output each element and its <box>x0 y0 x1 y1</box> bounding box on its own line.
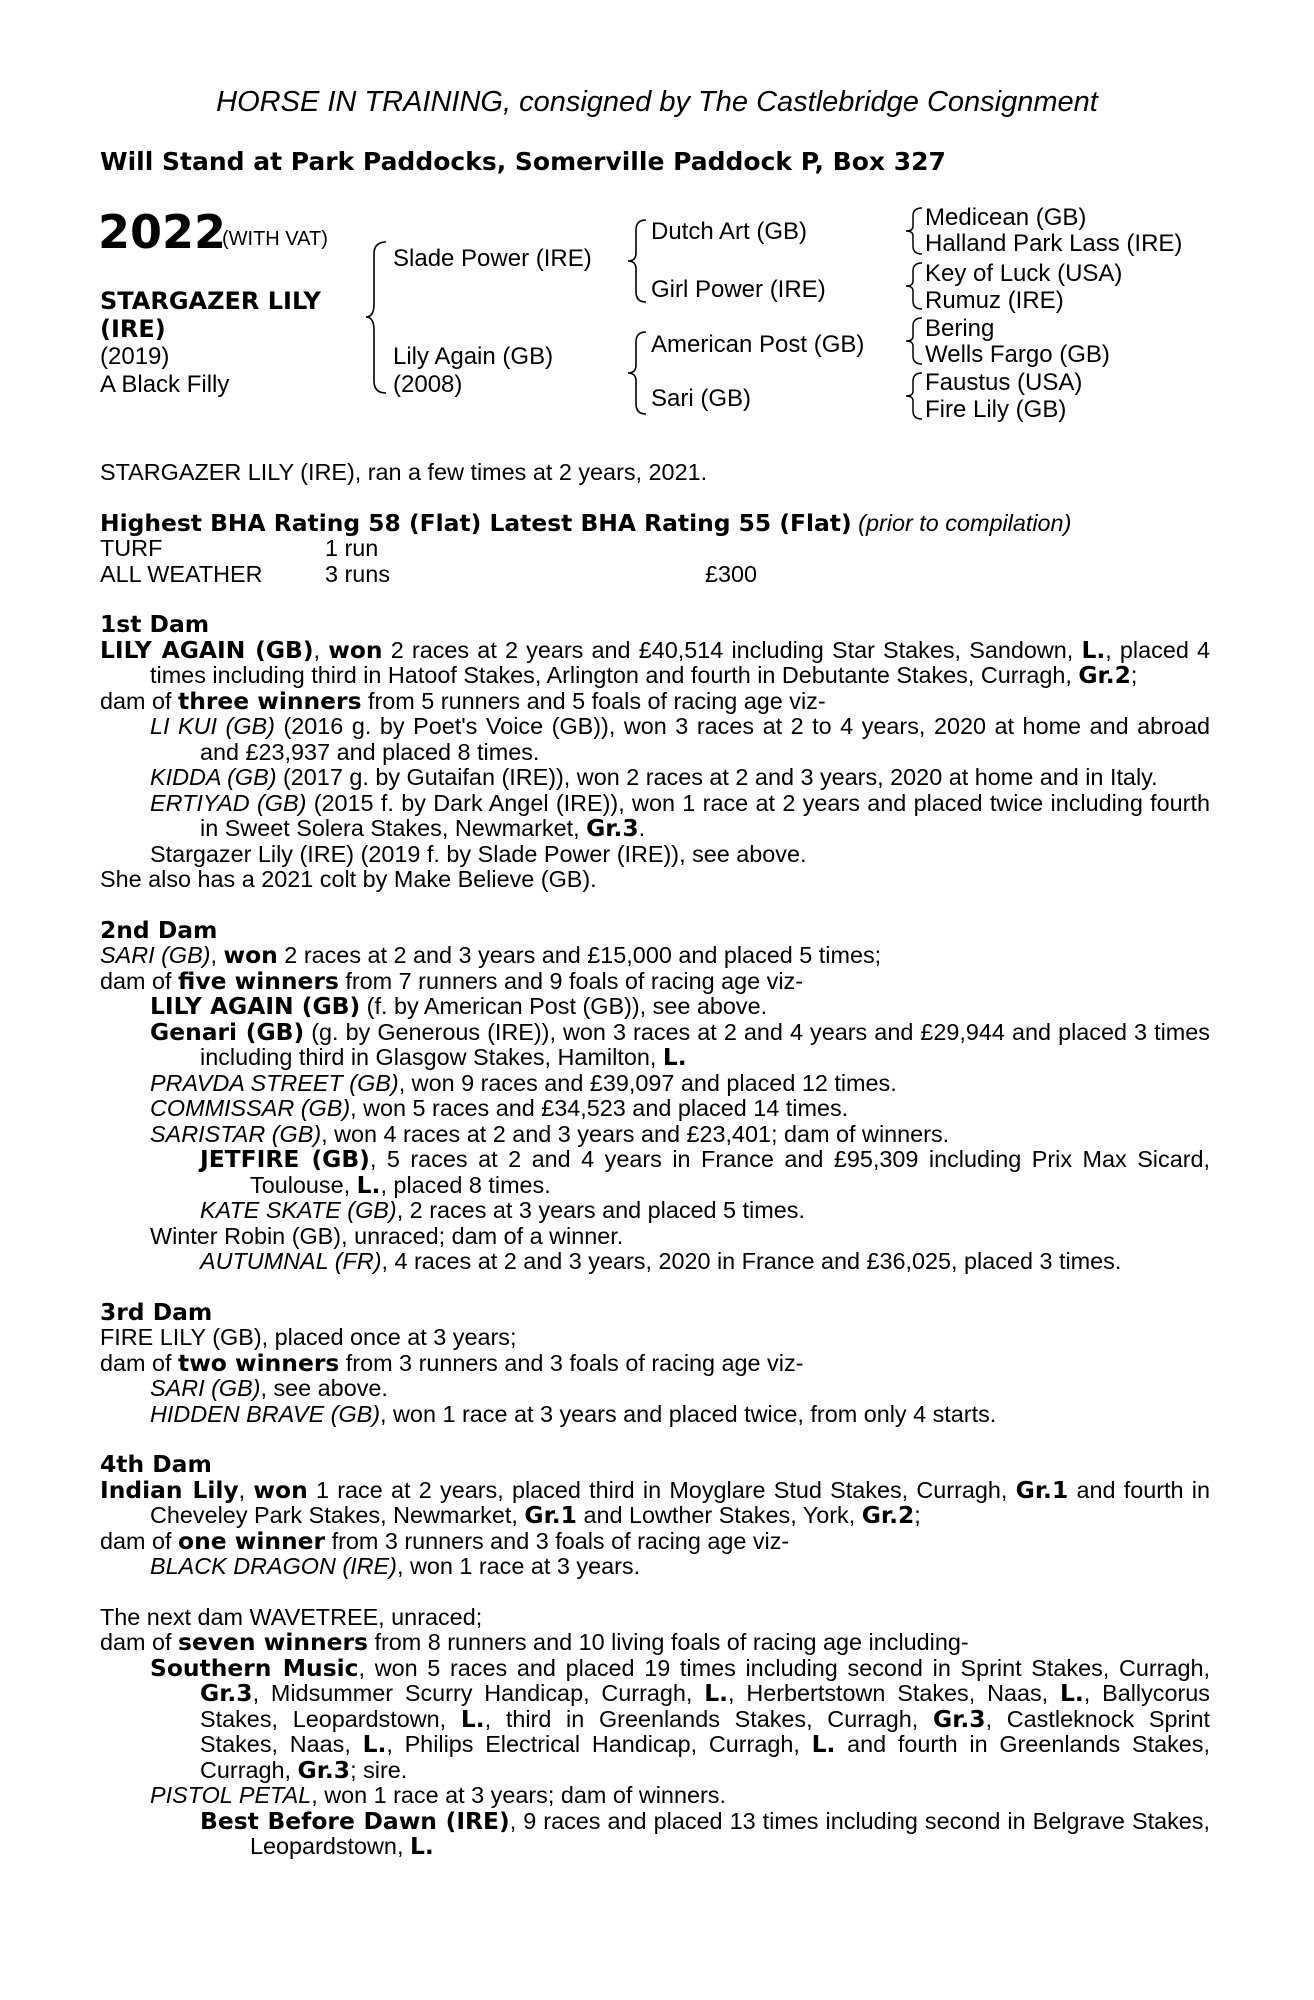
offspring-name: PISTOL PETAL <box>150 1782 312 1808</box>
offspring-name: JETFIRE (GB) <box>200 1145 370 1173</box>
text: and fourth in Cheveley Park Stakes, Newmarket, <box>150 1476 1211 1528</box>
text: from 7 runners and 9 foals of racing age viz- <box>338 967 804 994</box>
pedigree-brace <box>904 316 926 366</box>
grandparent-1: Medicean (GB) <box>925 204 1087 231</box>
produce-summary <box>100 1348 1210 1377</box>
record-runs: 1 run <box>325 535 379 561</box>
won-label: won <box>253 1475 308 1504</box>
text: , placed 4 times including third in Hatoof Stakes, Arlington and fourth in Debutante Stakes, Curragh, <box>150 636 1211 688</box>
pedigree-brace <box>904 206 926 256</box>
grandparent-3: Key of Luck (USA) <box>925 260 1123 287</box>
horse-name-country: (IRE) <box>100 315 166 343</box>
bha-rating <box>100 508 1210 537</box>
rating-text: Highest BHA Rating 58 (Flat) Latest BHA Rating 55 (Flat) <box>100 508 852 537</box>
produce-summary <box>100 1630 1210 1656</box>
text: ; sire. <box>350 1756 408 1783</box>
dam-sire: American Post (GB) <box>651 331 865 358</box>
sire-name: Slade Power (IRE) <box>393 245 592 272</box>
text: 2 races at 2 years and £40,514 including Star Stakes, Sandown, <box>382 636 1082 663</box>
grand-offspring-entry <box>100 1806 1210 1860</box>
dam-name: SARI (GB) <box>100 942 211 968</box>
pedigree-brace <box>904 261 926 311</box>
text: , Ballycorus Stakes, Leopardstown, <box>200 1680 1210 1732</box>
offspring-entry <box>100 1783 1210 1809</box>
grade: L. <box>662 1043 687 1071</box>
winners-count: seven winners <box>178 1628 368 1656</box>
grade: L. <box>1081 635 1106 664</box>
text: , won 1 race at 3 years and placed twice, from only 4 starts. <box>380 1400 997 1427</box>
text: , 9 races and placed 13 times including second in Belgrave Stakes, Leopardstown, <box>250 1807 1210 1859</box>
section-heading: 2nd Dam <box>100 915 218 944</box>
text: , <box>238 1476 254 1503</box>
text: from 3 runners and 3 foals of racing age viz- <box>339 1349 804 1376</box>
grade: Gr.3 <box>297 1755 351 1784</box>
horse-description: A Black Filly <box>100 371 230 398</box>
offspring-entry <box>100 791 1210 842</box>
offspring-entry: Winter Robin (GB), unraced; dam of a winner. <box>150 1222 624 1249</box>
text: , won 4 races at 2 and 3 years and £23,401; dam of winners. <box>321 1120 950 1147</box>
text: , won 9 races and £39,097 and placed 12 times. <box>398 1069 897 1096</box>
grandparent-5: Bering <box>925 315 995 342</box>
grand-offspring-entry <box>100 1198 1210 1224</box>
grade: L. <box>811 1730 836 1758</box>
grandparent-2: Halland Park Lass (IRE) <box>925 230 1183 257</box>
pedigree-brace <box>626 330 650 416</box>
winners-count: one winner <box>178 1526 326 1555</box>
grade: L. <box>704 1679 729 1707</box>
text: and Lowther Stakes, York, <box>576 1502 862 1528</box>
grandparent-8: Fire Lily (GB) <box>925 396 1067 423</box>
offspring-entry <box>100 1096 1210 1122</box>
record-row <box>100 536 1210 562</box>
text: from 3 runners and 3 foals of racing age viz- <box>325 1527 790 1554</box>
text: dam of <box>100 687 179 714</box>
text: dam of <box>100 1349 179 1376</box>
pedigree-brace <box>364 240 390 395</box>
text: , 4 races at 2 and 3 years, 2020 in France and £36,025, placed 3 times. <box>381 1248 1122 1274</box>
text: ; <box>914 1502 921 1528</box>
text: 1 race at 2 years, placed third in Moyglare Stud Stakes, Curragh, <box>307 1476 1016 1503</box>
text: 2 races at 2 and 3 years and £15,000 and placed 5 times; <box>277 942 882 968</box>
text: and fourth in Greenlands Stakes, Curragh, <box>200 1731 1210 1783</box>
offspring-entry <box>100 714 1210 765</box>
grade: Gr.3 <box>200 1679 253 1707</box>
produce-summary <box>100 686 1210 715</box>
offspring-entry <box>100 765 1210 791</box>
offspring-name: SARI (GB) <box>150 1375 261 1401</box>
text: , <box>210 942 224 968</box>
offspring-name: Best Before Dawn (IRE) <box>200 1806 510 1835</box>
won-label: won <box>328 635 383 664</box>
text: , Philips Electrical Handicap, Curragh, <box>386 1731 812 1757</box>
dam-dam: Sari (GB) <box>651 385 752 412</box>
offspring-entry <box>100 1376 1210 1402</box>
grade: L. <box>362 1730 387 1758</box>
dam-name: LILY AGAIN (GB) <box>100 635 314 664</box>
record-runs: 3 runs <box>325 560 391 587</box>
pedigree-table <box>0 0 1314 440</box>
dam-entry <box>100 635 1211 689</box>
text: (2017 g. by Gutaifan (IRE)), won 2 races at 2 and 3 years, 2020 at home and in Italy. <box>276 764 1158 790</box>
text: from 8 runners and 10 living foals of racing age including- <box>367 1629 969 1655</box>
dam-name: Indian Lily <box>100 1475 239 1504</box>
text: , <box>313 636 329 663</box>
produce-summary <box>100 966 1210 995</box>
grade: L. <box>1059 1679 1084 1707</box>
text: , won 5 races and £34,523 and placed 14 times. <box>350 1095 849 1121</box>
offspring-name: KATE SKATE (GB) <box>200 1197 397 1223</box>
grade: Gr.3 <box>933 1704 986 1733</box>
dam-entry: FIRE LILY (GB), placed once at 3 years; <box>100 1324 517 1350</box>
next-dam-entry: The next dam WAVETREE, unraced; <box>100 1603 483 1630</box>
pedigree-brace <box>904 371 926 421</box>
text: , 2 races at 3 years and placed 5 times. <box>396 1197 805 1223</box>
offspring-entry <box>100 1402 1210 1428</box>
offspring-name: KIDDA (GB) <box>150 764 277 790</box>
offspring-entry <box>100 994 1210 1020</box>
offspring-name: LILY AGAIN (GB) <box>150 992 361 1020</box>
text: , third in Greenlands Stakes, Curragh, <box>484 1705 934 1732</box>
text: dam of <box>100 1527 179 1554</box>
text: , won 1 race at 3 years. <box>396 1553 641 1579</box>
horse-name: STARGAZER LILY <box>100 287 321 315</box>
vat-note: (WITH VAT) <box>222 228 328 250</box>
text: , Herbertstown Stakes, Naas, <box>728 1680 1060 1706</box>
text: (2016 g. by Poet's Voice (GB)), won 3 races at 2 to 4 years, 2020 at home and abroad and £23,937 and placed 8 times. <box>200 713 1210 765</box>
offspring-entry <box>100 1122 1210 1148</box>
produce-note: She also has a 2021 colt by Make Believe (GB). <box>100 866 597 892</box>
pedigree-brace <box>626 218 650 304</box>
section-heading: 1st Dam <box>100 610 210 638</box>
dam-year: (2008) <box>393 371 463 398</box>
offspring-entry <box>100 1653 1210 1784</box>
offspring-name: SARISTAR (GB) <box>150 1120 322 1147</box>
grade: L. <box>409 1832 434 1860</box>
text: , placed 8 times. <box>380 1171 551 1198</box>
offspring-name: LI KUI (GB) <box>150 713 275 739</box>
record-prize: £300 <box>705 560 758 587</box>
record-surface: TURF <box>100 535 163 561</box>
grade: Gr.2 <box>1078 661 1131 689</box>
grand-offspring-entry <box>100 1147 1210 1198</box>
sire-dam: Girl Power (IRE) <box>651 276 826 303</box>
stand-location: Will Stand at Park Paddocks, Somerville Paddock P, Box 327 <box>100 147 946 176</box>
rating-note: (prior to compilation) <box>858 509 1072 536</box>
grade: Gr.1 <box>524 1501 577 1529</box>
record-surface: ALL WEATHER <box>100 560 263 587</box>
produce-summary <box>100 1526 1210 1555</box>
offspring-name: ERTIYAD (GB) <box>150 789 307 816</box>
text: , won 1 race at 3 years; dam of winners. <box>311 1782 726 1808</box>
text: (g. by Generous (IRE)), won 3 races at 2 and 4 years and £29,944 and placed 3 times including third in Glasgow Stakes, Hamilton, <box>200 1018 1210 1070</box>
catalogue-body <box>100 460 1210 1860</box>
grandparent-6: Wells Fargo (GB) <box>925 341 1110 368</box>
text: (2015 f. by Dark Angel (IRE)), won 1 race at 2 years and placed twice including fourth in Sweet Solera Stakes, Newmarket, <box>200 789 1210 841</box>
dam-entry <box>100 1475 1211 1529</box>
text: dam of <box>100 1629 179 1655</box>
text: ; <box>1130 662 1138 688</box>
horse-foaled: (2019) <box>100 343 170 370</box>
record-row <box>100 562 1210 588</box>
section-heading: 4th Dam <box>100 1450 212 1478</box>
offspring-name: COMMISSAR (GB) <box>150 1095 351 1121</box>
text: , see above. <box>260 1375 388 1401</box>
text: dam of <box>100 967 179 994</box>
offspring-name: PRAVDA STREET (GB) <box>150 1069 399 1096</box>
winners-count: two winners <box>178 1348 340 1377</box>
offspring-entry: Stargazer Lily (IRE) (2019 f. by Slade Power (IRE)), see above. <box>150 840 807 867</box>
sale-year: 2022 <box>98 205 227 259</box>
sire-sire: Dutch Art (GB) <box>651 218 808 245</box>
offspring-entry <box>100 1017 1210 1071</box>
page-title: HORSE IN TRAINING, consigned by The Castlebridge Consignment <box>216 86 1098 118</box>
grade: L. <box>356 1170 381 1199</box>
text: , Midsummer Scurry Handicap, Curragh, <box>252 1680 705 1706</box>
text: , Castleknock Sprint Stakes, Naas, <box>200 1705 1210 1757</box>
offspring-entry <box>100 1071 1210 1097</box>
grandparent-7: Faustus (USA) <box>925 369 1083 396</box>
grandparent-4: Rumuz (IRE) <box>925 287 1064 314</box>
race-summary: STARGAZER LILY (IRE), ran a few times at 2 years, 2021. <box>100 459 708 485</box>
text: . <box>638 815 646 841</box>
offspring-entry <box>100 1554 1210 1580</box>
text: (f. by American Post (GB)), see above. <box>360 993 768 1019</box>
grade: L. <box>460 1704 485 1733</box>
text: , won 5 races and placed 19 times including second in Sprint Stakes, Curragh, <box>358 1654 1210 1681</box>
winners-count: five winners <box>178 966 339 995</box>
grand-offspring-entry <box>100 1249 1210 1275</box>
text: , 5 races at 2 and 4 years in France and £95,309 including Prix Max Sicard, Toulouse, <box>250 1146 1211 1198</box>
grade: Gr.1 <box>1015 1475 1069 1504</box>
grade: Gr.2 <box>861 1501 915 1529</box>
dam-name: Lily Again (GB) <box>393 343 554 370</box>
offspring-name: AUTUMNAL (FR) <box>200 1248 382 1274</box>
offspring-name: HIDDEN BRAVE (GB) <box>150 1400 381 1427</box>
text: from 5 runners and 5 foals of racing age viz- <box>361 687 826 714</box>
offspring-name: Genari (GB) <box>150 1017 305 1046</box>
winners-count: three winners <box>178 686 362 715</box>
section-heading: 3rd Dam <box>100 1297 213 1326</box>
grade: Gr.3 <box>586 814 639 842</box>
offspring-name: BLACK DRAGON (IRE) <box>150 1553 397 1579</box>
dam-entry <box>100 943 1210 969</box>
won-label: won <box>223 941 278 969</box>
offspring-name: Southern Music <box>150 1653 359 1682</box>
